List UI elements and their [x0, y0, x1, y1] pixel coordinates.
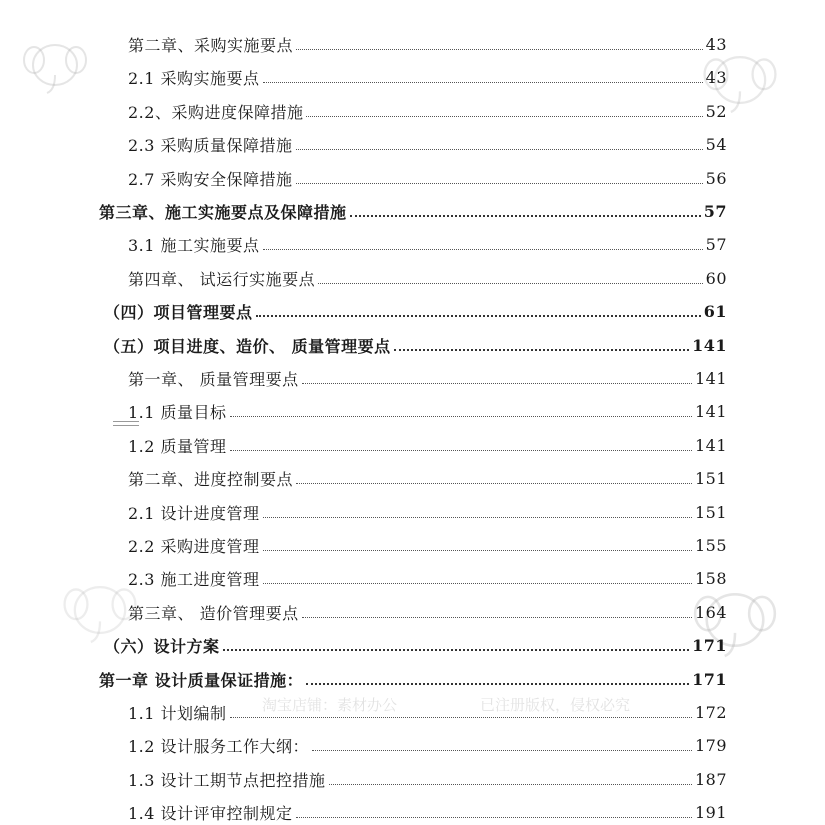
- toc-dot-leader: [263, 82, 703, 83]
- toc-entry-title: 1.4 设计评审控制规定: [128, 804, 293, 824]
- toc-entry[interactable]: [104, 329, 727, 362]
- watermark-copyright-text: 已注册版权，侵权必究: [480, 696, 631, 714]
- toc-entry[interactable]: [128, 796, 727, 825]
- toc-entry[interactable]: [128, 763, 727, 796]
- toc-entry-page-number: 54: [705, 135, 727, 155]
- toc-dot-leader: [302, 383, 692, 384]
- toc-entry-page-number: 164: [694, 602, 727, 622]
- toc-entry[interactable]: [128, 28, 727, 61]
- toc-dot-leader: [263, 550, 692, 551]
- toc-entry-title: 2.7 采购安全保障措施: [128, 169, 293, 189]
- toc-entry-page-number: 57: [705, 235, 727, 255]
- toc-entry-title: 3.1 施工实施要点: [128, 236, 260, 256]
- toc-dot-leader: [318, 283, 703, 284]
- toc-entry-title: （四）项目管理要点: [104, 303, 253, 323]
- toc-entry[interactable]: [128, 395, 727, 428]
- toc-entry-page-number: 179: [694, 736, 727, 756]
- toc-entry[interactable]: [128, 128, 727, 161]
- toc-dot-leader: [230, 717, 692, 718]
- toc-entry-page-number: 171: [692, 669, 727, 689]
- toc-dot-leader: [296, 49, 703, 50]
- toc-entry-title: 2.2 采购进度管理: [128, 537, 260, 556]
- toc-entry[interactable]: [128, 262, 727, 295]
- toc-entry-page-number: 171: [692, 636, 727, 656]
- toc-entry[interactable]: [104, 629, 727, 662]
- toc-dot-leader: [256, 315, 701, 317]
- toc-dot-leader: [263, 249, 703, 250]
- toc-entry-page-number: 43: [705, 68, 727, 88]
- toc-entry-title: 第二章、采购实施要点: [128, 36, 294, 55]
- toc-entry-title: 第一章 设计质量保证措施：: [99, 670, 304, 690]
- toc-dot-leader: [223, 649, 690, 651]
- toc-entry-page-number: 155: [694, 536, 727, 555]
- toc-entry[interactable]: [128, 429, 727, 462]
- toc-entry-page-number: 158: [694, 569, 727, 589]
- toc-dot-leader: [263, 583, 692, 584]
- toc-entry-title: 2.1 采购实施要点: [128, 69, 260, 89]
- toc-entry[interactable]: [128, 162, 727, 195]
- toc-dot-leader: [329, 784, 692, 785]
- toc-dot-leader: [230, 450, 692, 451]
- toc-entry-page-number: 141: [694, 435, 727, 455]
- toc-dot-leader: [296, 817, 692, 818]
- toc-entry-title: 1.2 设计服务工作大纲：: [128, 737, 310, 757]
- toc-entry[interactable]: [128, 696, 727, 729]
- toc-entry-title: 2.2、采购进度保障措施: [128, 102, 304, 122]
- toc-entry-page-number: 56: [705, 168, 727, 188]
- toc-entry-page-number: 52: [705, 101, 727, 121]
- elephant-watermark-icon: [20, 30, 90, 100]
- toc-entry-title: 1.2 质量管理: [128, 436, 227, 456]
- toc-entry-title: 第二章、进度控制要点: [128, 470, 294, 490]
- toc-dot-leader: [230, 416, 692, 417]
- toc-entry-page-number: 191: [694, 803, 727, 823]
- toc-entry-title: 第三章、 造价管理要点: [128, 603, 299, 623]
- toc-entry[interactable]: [128, 596, 727, 629]
- toc-dot-leader: [296, 483, 692, 484]
- toc-entry[interactable]: [99, 195, 727, 228]
- toc-dot-leader: [296, 149, 703, 150]
- toc-entry-page-number: 61: [703, 302, 727, 322]
- toc-entry[interactable]: [128, 462, 727, 495]
- toc-entry-title: （五）项目进度、造价、 质量管理要点: [104, 336, 391, 356]
- toc-entry-page-number: 43: [705, 35, 727, 54]
- toc-entry[interactable]: [128, 729, 727, 762]
- toc-entry[interactable]: [128, 529, 727, 562]
- toc-entry-page-number: 141: [694, 369, 727, 388]
- toc-entry-title: 第三章、施工实施要点及保障措施: [99, 203, 347, 222]
- toc-dot-leader: [394, 349, 690, 351]
- toc-entry-title: 2.3 施工进度管理: [128, 570, 260, 590]
- toc-entry-page-number: 151: [694, 502, 727, 522]
- toc-entry[interactable]: [128, 95, 727, 128]
- toc-entry[interactable]: [128, 496, 727, 529]
- toc-entry[interactable]: [128, 362, 727, 395]
- toc-entry-page-number: 141: [694, 402, 727, 422]
- watermark-shop-text: 淘宝店铺：素材办公: [262, 696, 398, 714]
- toc-entry-page-number: 187: [694, 769, 727, 789]
- toc-entry-title: 2.3 采购质量保障措施: [128, 136, 293, 156]
- toc-dot-leader: [302, 617, 692, 618]
- toc-entry[interactable]: [99, 663, 727, 696]
- toc-dot-leader: [312, 750, 692, 751]
- toc-dot-leader: [350, 215, 701, 217]
- toc-entry-title: 1.1 计划编制: [128, 704, 227, 723]
- toc-dot-leader: [263, 517, 692, 518]
- toc-entry-page-number: 141: [692, 335, 727, 355]
- toc-entry-title: 2.1 设计进度管理: [128, 503, 260, 523]
- toc-dot-leader: [306, 116, 702, 117]
- toc-entry[interactable]: [128, 61, 727, 94]
- toc-entry[interactable]: [128, 228, 727, 261]
- toc-entry[interactable]: [104, 295, 727, 328]
- toc-entry[interactable]: [128, 562, 727, 595]
- toc-entry-title: 第四章、 试运行实施要点: [128, 269, 316, 289]
- toc-entry-page-number: 172: [694, 703, 727, 722]
- toc-entry-title: 1.3 设计工期节点把控措施: [128, 770, 326, 790]
- toc-entry-page-number: 151: [694, 469, 727, 489]
- toc-entry-title: （六）设计方案: [104, 637, 220, 657]
- toc-entry-page-number: 60: [705, 268, 727, 288]
- toc-entry-page-number: 57: [703, 202, 727, 221]
- toc-entry-title: 第一章、 质量管理要点: [128, 370, 299, 389]
- toc-entry-title: 1.1 质量目标: [128, 403, 227, 423]
- toc-dot-leader: [306, 683, 689, 685]
- toc-dot-leader: [296, 183, 703, 184]
